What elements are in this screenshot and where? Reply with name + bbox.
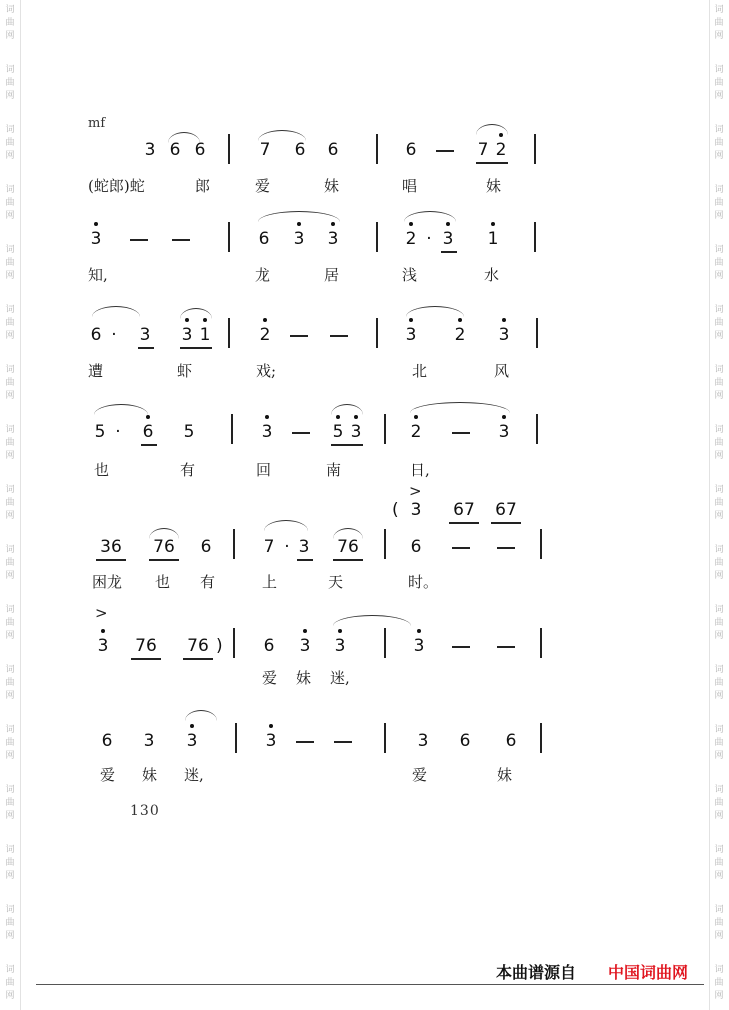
high-octave-dot — [146, 415, 150, 419]
bar-line — [233, 529, 235, 559]
bar-line — [228, 222, 230, 252]
high-octave-dot — [502, 318, 506, 322]
lyric: 郎 — [195, 177, 211, 195]
underline — [333, 559, 363, 561]
slur — [333, 615, 411, 626]
watermark-glyph: 网 — [5, 931, 15, 941]
watermark-glyph: 曲 — [5, 618, 15, 628]
watermark-glyph: 词 — [5, 785, 15, 795]
bar-line — [376, 134, 378, 164]
watermark-glyph: 网 — [714, 511, 724, 521]
underline — [331, 444, 363, 446]
watermark-glyph: 曲 — [5, 198, 15, 208]
watermark-glyph: 曲 — [714, 618, 724, 628]
note: 3 — [442, 229, 454, 249]
watermark-glyph: 曲 — [5, 78, 15, 88]
dotted-rhythm: · — [284, 537, 290, 557]
note: 3 — [334, 636, 346, 656]
footer-site-link[interactable]: 中国词曲网 — [608, 963, 689, 982]
lyric: 知, — [88, 266, 108, 284]
bar-line — [534, 222, 536, 252]
watermark-glyph: 曲 — [714, 738, 724, 748]
note: 6 — [459, 731, 471, 751]
watermark-glyph: 词 — [5, 725, 15, 735]
note: 3 — [298, 537, 310, 557]
lyric: 妹 — [486, 177, 502, 195]
underline — [297, 559, 313, 561]
page-number: 130 — [130, 803, 160, 819]
watermark-glyph: 词 — [714, 965, 724, 975]
high-octave-dot — [263, 318, 267, 322]
bar-line — [231, 414, 233, 444]
lyric: 妹 — [324, 177, 340, 195]
note: 6 — [142, 422, 154, 442]
lyric: 迷, — [184, 766, 204, 784]
watermark-glyph: 网 — [714, 91, 724, 101]
watermark-glyph: 网 — [714, 991, 724, 1001]
watermark-glyph: 网 — [5, 751, 15, 761]
bar-line — [536, 414, 538, 444]
extension-dash — [330, 335, 348, 337]
note: 6 — [263, 636, 275, 656]
watermark-glyph: 网 — [5, 811, 15, 821]
watermark-glyph: 曲 — [714, 558, 724, 568]
note: 6 — [101, 731, 113, 751]
watermark-glyph: 曲 — [5, 738, 15, 748]
slur — [404, 211, 456, 222]
accent-mark: > — [409, 482, 422, 500]
high-octave-dot — [331, 222, 335, 226]
note: 6 — [327, 140, 339, 160]
dynamic-marking: mf — [88, 116, 106, 131]
note: 3 — [186, 731, 198, 751]
note: 6 — [194, 140, 206, 160]
slur — [94, 404, 148, 415]
watermark-glyph: 网 — [714, 751, 724, 761]
lyric: 南 — [326, 461, 342, 479]
note: 3 — [417, 731, 429, 751]
underline — [441, 251, 457, 253]
watermark-glyph: 网 — [5, 451, 15, 461]
watermark-glyph: 曲 — [5, 978, 15, 988]
watermark-glyph: 网 — [5, 511, 15, 521]
watermark-glyph: 词 — [5, 5, 15, 15]
watermark-glyph: 网 — [5, 691, 15, 701]
watermark-glyph: 词 — [714, 605, 724, 615]
slur — [264, 520, 308, 531]
watermark-glyph: 网 — [714, 571, 724, 581]
watermark-glyph: 词 — [5, 485, 15, 495]
lyric: 时。 — [408, 573, 439, 591]
underline — [183, 658, 213, 660]
lyric: 困龙 — [92, 573, 123, 591]
bar-line — [384, 723, 386, 753]
slur — [258, 130, 306, 141]
watermark-glyph: 词 — [714, 245, 724, 255]
watermark-glyph: 网 — [5, 391, 15, 401]
close-paren: ) — [216, 636, 223, 656]
bar-line — [384, 529, 386, 559]
high-octave-dot — [458, 318, 462, 322]
note: 76 — [187, 636, 209, 656]
bar-line — [235, 723, 237, 753]
lyric: 有 — [180, 461, 196, 479]
slur — [331, 404, 363, 415]
watermark-glyph: 词 — [714, 905, 724, 915]
lyric: 妹 — [497, 766, 513, 784]
watermark-glyph: 曲 — [5, 318, 15, 328]
lyric: 回 — [256, 461, 272, 479]
watermark-glyph: 词 — [5, 965, 15, 975]
watermark-glyph: 网 — [714, 151, 724, 161]
note: 67 — [495, 500, 517, 520]
lyric: 戏; — [256, 362, 277, 380]
lyric: (蛇郎)蛇 — [88, 177, 145, 195]
high-octave-dot — [354, 415, 358, 419]
watermark-glyph: 网 — [714, 331, 724, 341]
note: 6 — [90, 325, 102, 345]
note: 3 — [144, 140, 156, 160]
extension-dash — [452, 547, 470, 549]
watermark-glyph: 曲 — [714, 918, 724, 928]
bar-line — [540, 628, 542, 658]
underline — [149, 559, 179, 561]
extension-dash — [296, 741, 314, 743]
extension-dash — [436, 150, 454, 152]
note: 2 — [405, 229, 417, 249]
note: 3 — [413, 636, 425, 656]
lyric: 上 — [262, 573, 278, 591]
high-octave-dot — [417, 629, 421, 633]
underline — [96, 559, 126, 561]
dotted-rhythm: · — [111, 325, 117, 345]
high-octave-dot — [414, 415, 418, 419]
watermark-glyph: 词 — [5, 305, 15, 315]
note: 67 — [453, 500, 475, 520]
extension-dash — [172, 239, 190, 241]
lyric: 居 — [324, 266, 340, 284]
watermark-glyph: 曲 — [5, 918, 15, 928]
note: 76 — [337, 537, 359, 557]
watermark-glyph: 网 — [5, 211, 15, 221]
note: 3 — [139, 325, 151, 345]
slur — [406, 306, 464, 317]
watermark-glyph: 网 — [5, 631, 15, 641]
underline — [131, 658, 161, 660]
high-octave-dot — [409, 318, 413, 322]
watermark-glyph: 词 — [714, 5, 724, 15]
note: 7 — [477, 140, 489, 160]
footer-source-label: 本曲谱源自 — [496, 963, 577, 982]
watermark-glyph: 曲 — [5, 438, 15, 448]
watermark-glyph: 词 — [714, 425, 724, 435]
watermark-glyph: 网 — [5, 31, 15, 41]
underline — [180, 347, 212, 349]
lyric: 妹 — [296, 669, 312, 687]
high-octave-dot — [190, 724, 194, 728]
extension-dash — [334, 741, 352, 743]
watermark-glyph: 曲 — [714, 318, 724, 328]
watermark-glyph: 曲 — [5, 258, 15, 268]
note: 7 — [259, 140, 271, 160]
lyric: 北 — [412, 362, 428, 380]
bar-line — [228, 134, 230, 164]
watermark-glyph: 词 — [714, 65, 724, 75]
slur — [185, 710, 217, 721]
watermark-glyph: 词 — [714, 125, 724, 135]
watermark-glyph: 词 — [714, 845, 724, 855]
underline — [449, 522, 479, 524]
note: 3 — [181, 325, 193, 345]
watermark-glyph: 网 — [714, 451, 724, 461]
lyric: 也 — [94, 461, 110, 479]
slur — [258, 211, 340, 222]
extension-dash — [130, 239, 148, 241]
note: 3 — [327, 229, 339, 249]
watermark-glyph: 网 — [714, 391, 724, 401]
note: 36 — [100, 537, 122, 557]
lyric: 浅 — [402, 266, 418, 284]
watermark-glyph: 词 — [714, 725, 724, 735]
note: 5 — [94, 422, 106, 442]
underline — [138, 347, 154, 349]
bar-line — [233, 628, 235, 658]
extension-dash — [452, 432, 470, 434]
slur — [410, 402, 510, 413]
watermark-glyph: 曲 — [714, 678, 724, 688]
watermark-glyph: 曲 — [714, 258, 724, 268]
note: 3 — [498, 325, 510, 345]
underline — [141, 444, 157, 446]
lyric: 天 — [328, 573, 344, 591]
watermark-glyph: 词 — [5, 245, 15, 255]
watermark-glyph: 词 — [714, 365, 724, 375]
dotted-rhythm: · — [426, 229, 432, 249]
note: 6 — [169, 140, 181, 160]
watermark-glyph: 曲 — [714, 378, 724, 388]
slur — [180, 308, 212, 319]
bar-line — [228, 318, 230, 348]
lyric: 日, — [410, 461, 430, 479]
high-octave-dot — [338, 629, 342, 633]
note: 3 — [498, 422, 510, 442]
note: 6 — [405, 140, 417, 160]
watermark-glyph: 词 — [5, 65, 15, 75]
watermark-glyph: 曲 — [5, 18, 15, 28]
watermark-glyph: 网 — [5, 991, 15, 1001]
bar-line — [376, 318, 378, 348]
watermark-glyph: 曲 — [714, 138, 724, 148]
underline — [491, 522, 521, 524]
bar-line — [384, 414, 386, 444]
watermark-glyph: 曲 — [714, 438, 724, 448]
note: 5 — [183, 422, 195, 442]
high-octave-dot — [265, 415, 269, 419]
note: 2 — [454, 325, 466, 345]
lyric: 虾 — [177, 362, 193, 380]
watermark-glyph: 网 — [714, 31, 724, 41]
extension-dash — [497, 547, 515, 549]
watermark-glyph: 词 — [5, 365, 15, 375]
watermark-glyph: 网 — [5, 871, 15, 881]
high-octave-dot — [101, 629, 105, 633]
high-octave-dot — [269, 724, 273, 728]
watermark-glyph: 词 — [5, 845, 15, 855]
watermark-glyph: 曲 — [714, 78, 724, 88]
watermark-glyph: 网 — [714, 271, 724, 281]
note: 6 — [200, 537, 212, 557]
extension-dash — [292, 432, 310, 434]
watermark-glyph: 网 — [5, 91, 15, 101]
bar-line — [376, 222, 378, 252]
watermark-glyph: 网 — [5, 331, 15, 341]
high-octave-dot — [446, 222, 450, 226]
high-octave-dot — [409, 222, 413, 226]
note: 2 — [259, 325, 271, 345]
watermark-glyph: 曲 — [714, 858, 724, 868]
note: 3 — [97, 636, 109, 656]
lyric: 妹 — [142, 766, 158, 784]
watermark-glyph: 词 — [5, 425, 15, 435]
note: 76 — [135, 636, 157, 656]
extension-dash — [497, 646, 515, 648]
accent-mark: > — [95, 604, 108, 622]
note: 3 — [293, 229, 305, 249]
lyric: 爱 — [255, 177, 271, 195]
bar-line — [384, 628, 386, 658]
watermark-glyph: 曲 — [5, 378, 15, 388]
watermark-glyph: 曲 — [5, 498, 15, 508]
watermark-glyph: 网 — [714, 211, 724, 221]
note: 2 — [495, 140, 507, 160]
watermark-glyph: 网 — [5, 151, 15, 161]
lyric: 迷, — [330, 669, 350, 687]
high-octave-dot — [491, 222, 495, 226]
slur — [92, 306, 140, 317]
watermark-glyph: 曲 — [714, 198, 724, 208]
open-paren: ( — [392, 500, 399, 520]
watermark-glyph: 词 — [714, 185, 724, 195]
extension-dash — [452, 646, 470, 648]
note: 7 — [263, 537, 275, 557]
bar-line — [540, 529, 542, 559]
bar-line — [540, 723, 542, 753]
watermark-glyph: 曲 — [714, 18, 724, 28]
watermark-glyph: 词 — [714, 785, 724, 795]
note: 6 — [505, 731, 517, 751]
watermark-glyph: 曲 — [5, 678, 15, 688]
watermark-glyph: 网 — [5, 571, 15, 581]
high-octave-dot — [94, 222, 98, 226]
slur — [333, 528, 363, 539]
note: 3 — [265, 731, 277, 751]
watermark-glyph: 曲 — [714, 978, 724, 988]
watermark-glyph: 词 — [714, 545, 724, 555]
high-octave-dot — [303, 629, 307, 633]
note: 3 — [410, 500, 422, 520]
watermark-glyph: 曲 — [714, 498, 724, 508]
extension-dash — [290, 335, 308, 337]
watermark-glyph: 词 — [5, 185, 15, 195]
note: 2 — [410, 422, 422, 442]
watermark-glyph: 网 — [714, 871, 724, 881]
lyric: 爱 — [412, 766, 428, 784]
watermark-glyph: 词 — [5, 905, 15, 915]
slur — [476, 124, 508, 135]
slur — [168, 132, 200, 143]
footer-divider — [36, 984, 704, 985]
note: 76 — [153, 537, 175, 557]
watermark-glyph: 词 — [714, 665, 724, 675]
bar-line — [534, 134, 536, 164]
lyric: 唱 — [402, 177, 418, 195]
bar-line — [536, 318, 538, 348]
note: 6 — [294, 140, 306, 160]
lyric: 也 — [155, 573, 171, 591]
lyric: 水 — [484, 266, 500, 284]
high-octave-dot — [297, 222, 301, 226]
watermark-glyph: 网 — [714, 691, 724, 701]
note: 3 — [90, 229, 102, 249]
high-octave-dot — [502, 415, 506, 419]
note: 5 — [332, 422, 344, 442]
watermark-glyph: 网 — [714, 811, 724, 821]
watermark-glyph: 曲 — [5, 138, 15, 148]
note: 6 — [410, 537, 422, 557]
lyric: 遭 — [88, 362, 104, 380]
watermark-glyph: 曲 — [714, 798, 724, 808]
lyric: 风 — [494, 362, 510, 380]
lyric: 爱 — [262, 669, 278, 687]
note: 1 — [199, 325, 211, 345]
underline — [476, 162, 508, 164]
note: 3 — [350, 422, 362, 442]
slur — [149, 528, 179, 539]
note: 3 — [405, 325, 417, 345]
watermark-glyph: 曲 — [5, 798, 15, 808]
watermark-glyph: 词 — [714, 305, 724, 315]
high-octave-dot — [336, 415, 340, 419]
note: 6 — [258, 229, 270, 249]
lyric: 爱 — [100, 766, 116, 784]
watermark-glyph: 曲 — [5, 558, 15, 568]
watermark-glyph: 词 — [5, 125, 15, 135]
watermark-glyph: 词 — [714, 485, 724, 495]
lyric: 有 — [200, 573, 216, 591]
watermark-glyph: 词 — [5, 665, 15, 675]
lyric: 龙 — [255, 266, 271, 284]
watermark-glyph: 网 — [714, 931, 724, 941]
note: 3 — [299, 636, 311, 656]
watermark-glyph: 词 — [5, 545, 15, 555]
dotted-rhythm: · — [115, 422, 121, 442]
watermark-glyph: 网 — [714, 631, 724, 641]
note: 1 — [487, 229, 499, 249]
watermark-glyph: 网 — [5, 271, 15, 281]
watermark-glyph: 词 — [5, 605, 15, 615]
note: 3 — [261, 422, 273, 442]
note: 3 — [143, 731, 155, 751]
watermark-glyph: 曲 — [5, 858, 15, 868]
